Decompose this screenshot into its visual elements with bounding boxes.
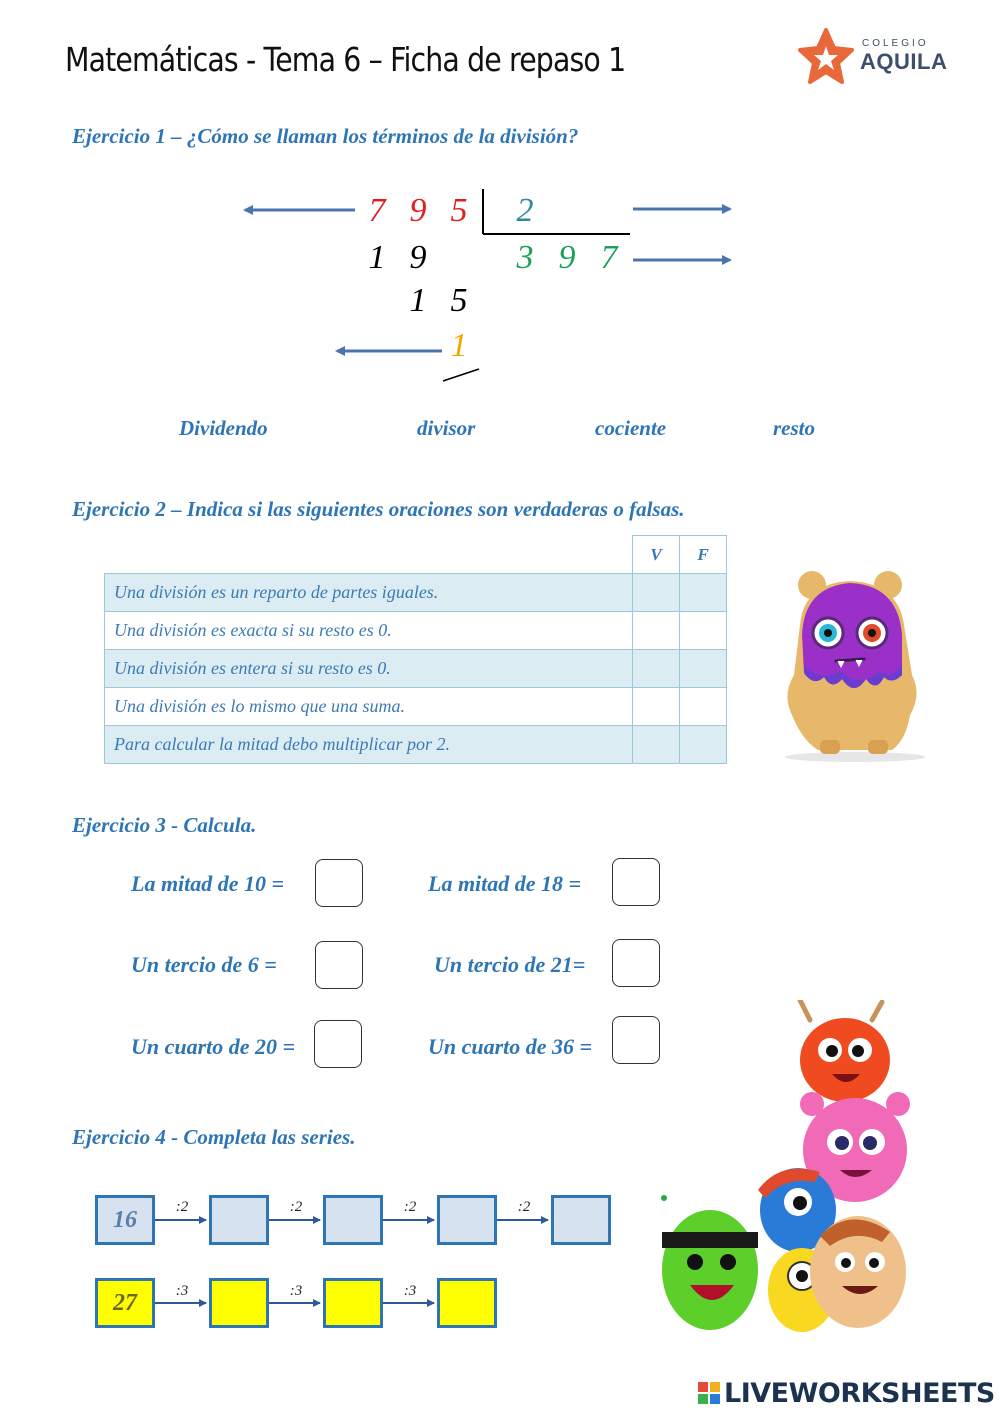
table-row [105,650,727,688]
footer-brand-text: LIVEWORKSHEETS [724,1378,995,1409]
dividend-digit: 7 [368,192,386,229]
calc-prompt: Un tercio de 6 = [131,952,277,977]
answer-box[interactable] [314,1020,362,1068]
footer-brand [697,1378,995,1409]
false-cell[interactable] [680,650,727,688]
monster-group-illustration [650,1000,920,1345]
calc-prompt: Un cuarto de 20 = [131,1034,296,1059]
statement: Para calcular la mitad debo multiplicar por 2. [105,726,633,764]
statement: Una división es un reparto de partes iguales. [105,574,633,612]
term-cociente[interactable]: cociente [595,416,667,440]
table-row [105,726,727,764]
statement: Una división es lo mismo que una suma. [105,688,633,726]
logo-big-text: AQUILA [860,49,948,74]
true-cell[interactable] [633,726,680,764]
series2-start-box: 27 [95,1278,155,1328]
remainder-digit: 1 [450,327,468,364]
quotient-digit: 9 [558,239,576,276]
answer-box[interactable] [315,859,363,907]
liveworksheets-logo-icon [697,1381,721,1405]
series1-op-label: :2 [175,1199,189,1215]
partial-digit: 5 [450,282,468,319]
false-cell[interactable] [680,726,727,764]
series1-op-label: :2 [289,1199,303,1215]
exercise1-heading: Ejercicio 1 – ¿Cómo se llaman los términos de la división? [72,124,579,148]
series1-op-label: :2 [517,1199,531,1215]
exercise4-heading: Ejercicio 4 - Completa las series. [72,1125,356,1149]
false-cell[interactable] [680,574,727,612]
false-cell[interactable] [680,688,727,726]
partial-digit: 1 [368,239,386,276]
table-row [105,612,727,650]
calc-prompt: Un tercio de 21= [434,952,586,977]
dividend-digit: 9 [409,192,427,229]
divisor-digit: 2 [516,192,534,229]
true-cell[interactable] [633,650,680,688]
table-row [105,688,727,726]
calc-prompt: La mitad de 18 = [428,871,582,896]
table-row [105,574,727,612]
answer-box[interactable] [315,941,363,989]
partial-digit: 9 [409,239,427,276]
answer-box[interactable] [612,858,660,906]
series2-op-label: :3 [403,1283,417,1299]
series1-start-box: 16 [95,1195,155,1245]
series2-op-label: :3 [175,1283,189,1299]
column-v: V [633,536,680,574]
true-cell[interactable] [633,688,680,726]
term-divisor[interactable]: divisor [417,416,476,440]
column-f: F [680,536,727,574]
true-cell[interactable] [633,612,680,650]
false-cell[interactable] [680,612,727,650]
calc-prompt: La mitad de 10 = [131,871,285,896]
series-arrows [0,1180,620,1340]
page-title: Matemáticas - Tema 6 – Ficha de repaso 1 [65,40,626,79]
logo-small-text: COLEGIO [862,38,929,49]
calc-prompt: Un cuarto de 36 = [428,1034,593,1059]
statement: Una división es entera si su resto es 0. [105,650,633,688]
partial-digit: 1 [409,282,427,319]
exercise3-heading: Ejercicio 3 - Calcula. [72,813,257,837]
series1-op-label: :2 [403,1199,417,1215]
true-cell[interactable] [633,574,680,612]
statement: Una división es exacta si su resto es 0. [105,612,633,650]
term-arrows [0,0,1000,400]
term-resto[interactable]: resto [773,416,815,440]
table-header-row [105,536,727,574]
series2-op-label: :3 [289,1283,303,1299]
exercise2-heading: Ejercicio 2 – Indica si las siguientes oraciones son verdaderas o falsas. [72,497,685,521]
dividend-digit: 5 [450,192,468,229]
quotient-digit: 7 [600,239,618,276]
true-false-table [104,535,727,764]
answer-box[interactable] [612,939,660,987]
purple-monster-illustration [780,565,930,765]
quotient-digit: 3 [516,239,534,276]
term-dividendo[interactable]: Dividendo [179,416,268,440]
